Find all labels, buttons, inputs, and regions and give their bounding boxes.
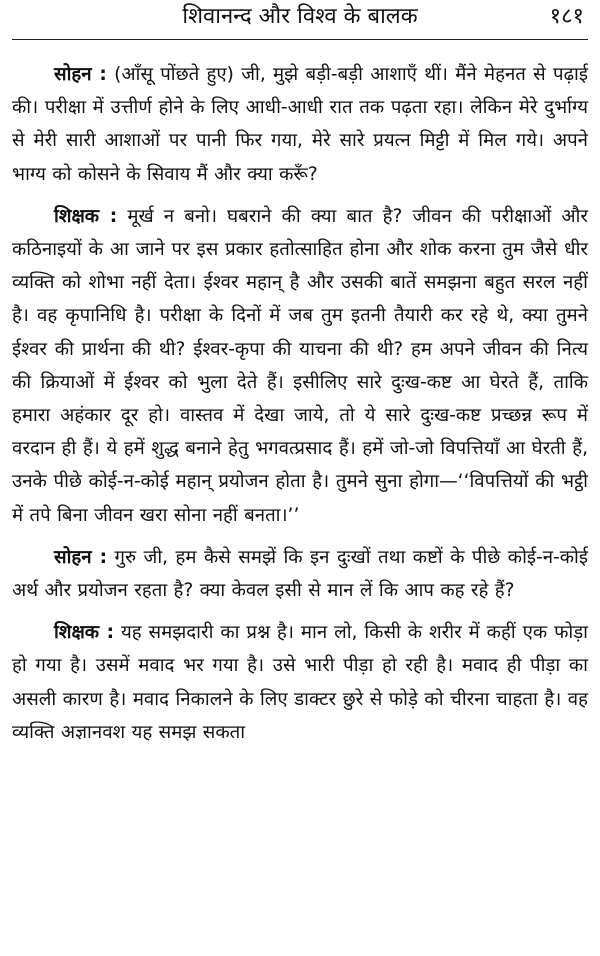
speaker-label: शिक्षक : — [54, 205, 118, 227]
speaker-label: सोहन : — [54, 546, 108, 568]
speaker-label: सोहन : — [54, 64, 107, 85]
dialogue-text: (आँसू पोंछते हुए) जी, मुझे बड़ी-बड़ी आशाएँ थीं। मैंने मेहनत से पढ़ाई की। परीक्षा में उत्तीर्ण होने के लिए आधी-आधी रात तक पढ़ता रहा। लेकिन मेरे दुर्भाग्य से मेरी सारी आशाओं पर पानी फिर गया, मेरे सारे प्रयत्न मिट्टी में मिल गये। अपने भाग्य को कोसने के सिवाय मैं और क्या करूँ? — [12, 64, 588, 185]
dialogue-paragraph-sohan-2 — [12, 541, 588, 607]
dialogue-paragraph-teacher-2 — [12, 616, 588, 749]
dialogue-paragraph-teacher-1 — [12, 200, 588, 532]
page-number: १८१ — [549, 4, 584, 29]
dialogue-text: गुरु जी, हम कैसे समझें कि इन दुःखों तथा कष्टों के पीछे कोई-न-कोई अर्थ और प्रयोजन रहता है? क्या केवल इसी से मान लें कि आप कह रहे हैं? — [12, 546, 588, 602]
speaker-label: शिक्षक : — [54, 622, 115, 644]
dialogue-paragraph-sohan-1 — [12, 58, 588, 191]
dialogue-body — [12, 40, 588, 749]
dialogue-text: यह समझदारी का प्रश्न है। मान लो, किसी के शरीर में कहीं एक फोड़ा हो गया है। उसमें मवाद भर गया है। उसे भारी पीड़ा हो रही है। मवाद ही पीड़ा का असली कारण है। मवाद निकालने के लिए डाक्टर छुरे से फोड़े को चीरना चाहता है। वह व्यक्ति अज्ञानवश यह समझ सकता — [12, 622, 588, 743]
chapter-title: शिवानन्द और विश्व के बालक — [182, 4, 418, 29]
dialogue-text: मूर्ख न बनो। घबराने की क्या बात है? जीवन की परीक्षाओं और कठिनाइयों के आ जाने पर इस प्रकार हतोत्साहित होना और शोक करना तुम जैसे धीर व्यक्ति को शोभा नहीं देता। ईश्वर महान् है और उसकी बातें समझना बहुत सरल नहीं है। वह कृपानिधि है। परीक्षा के दिनों में जब तुम इतनी तैयारी कर रहे थे, क्या तुमने ईश्वर की प्रार्थना की थी? ईश्वर-कृपा की याचना की थी? हम अपने जीवन की नित्य की क्रियाओं में ईश्वर को भुला देते हैं। इसीलिए सारे दुःख-कष्ट आ घेरते हैं, ताकि हमारा अहंकार दूर हो। वास्तव में देखा जाये, तो ये सारे दुःख-कष्ट प्रच्छन्न रूप में वरदान ही हैं। ये हमें शुद्ध बनाने हेतु भगवत्प्रसाद हैं। हमें जो-जो विपत्तियाँ आ घेरती हैं, उनके पीछे कोई-न-कोई महान् प्रयोजन होता है। तुमने सुना होगा—‘‘विपत्तियों की भट्ठी में तपे बिना जीवन खरा सोना नहीं बनता।’’ — [12, 205, 589, 526]
running-header — [12, 0, 588, 40]
